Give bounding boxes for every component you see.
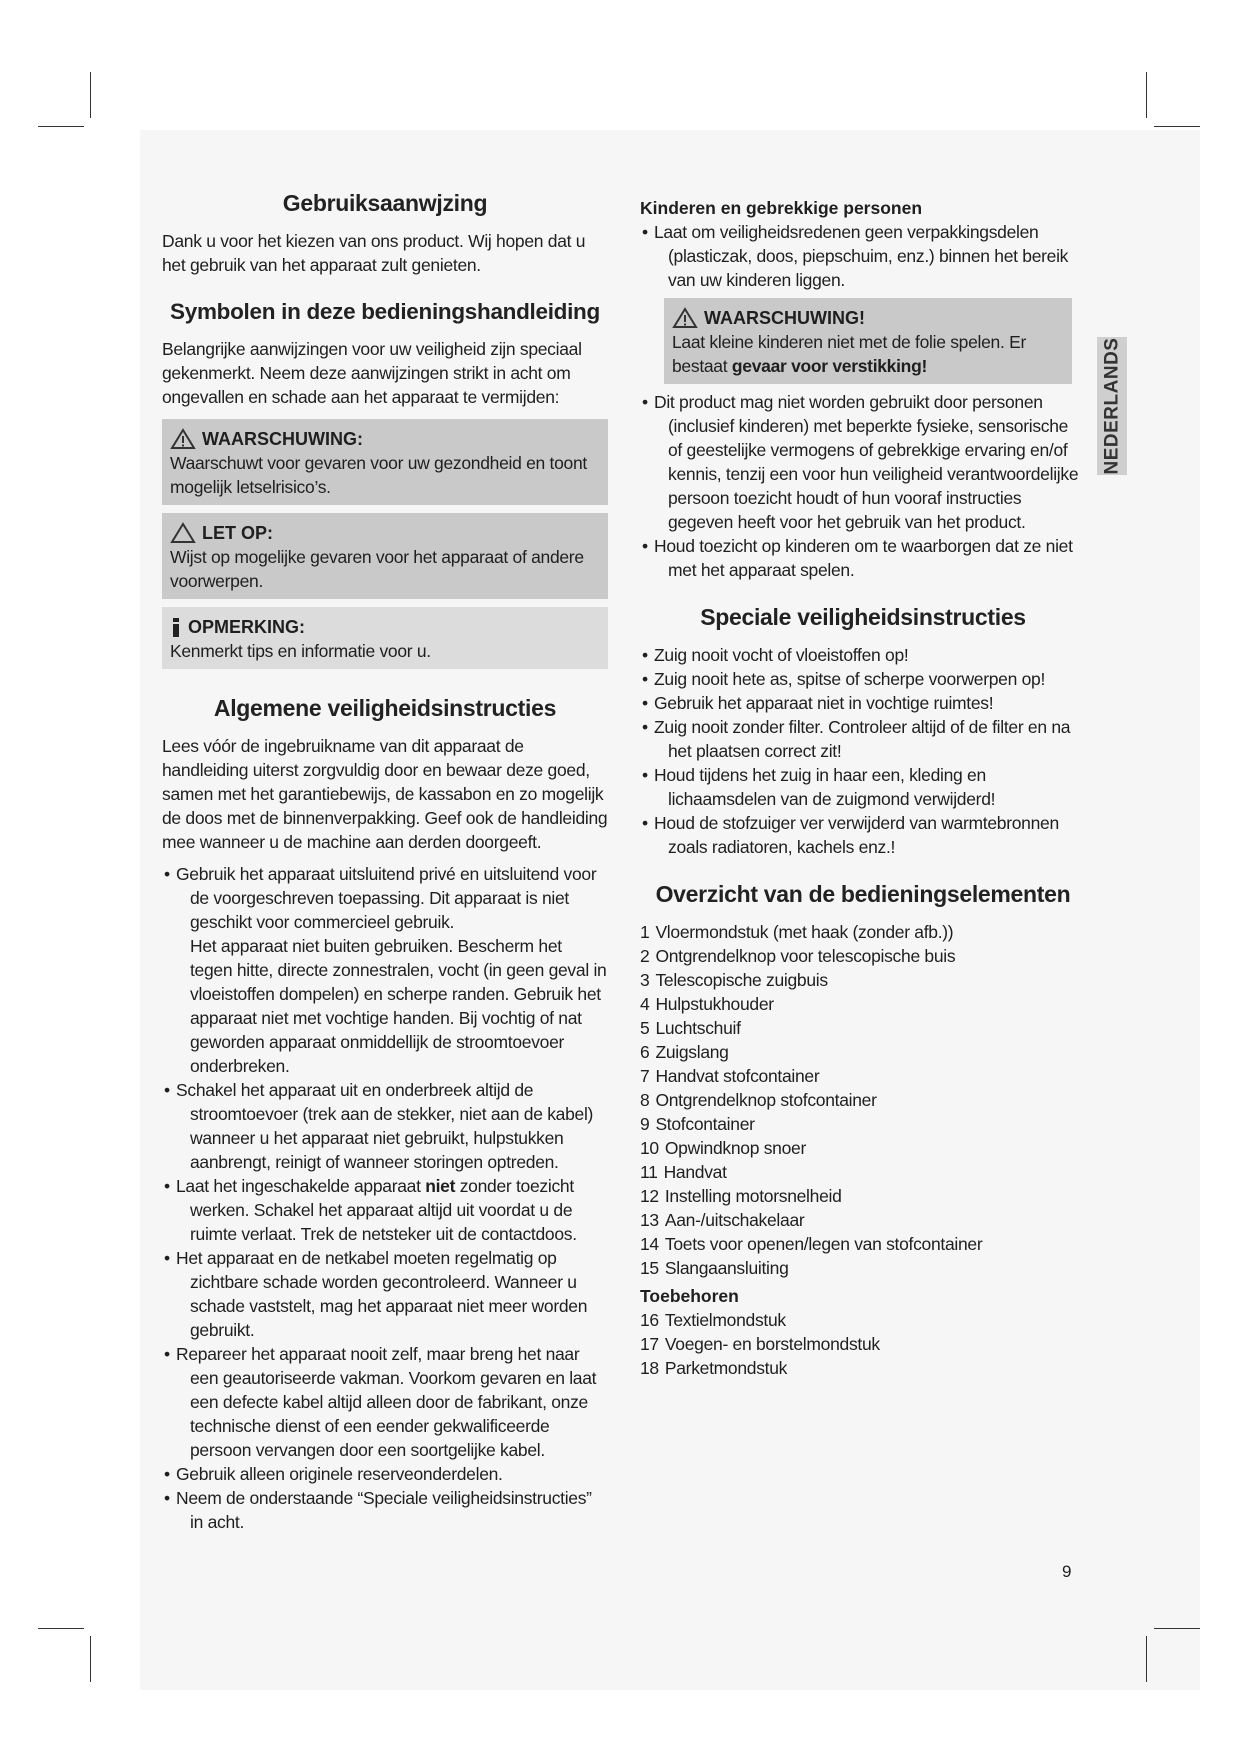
note-text: Kenmerkt tips en informatie voor u. (170, 641, 431, 661)
caution-box (162, 513, 608, 599)
list-item: • Houd toezicht op kinderen om te waarborgen dat ze niet met het apparaat spelen. (640, 534, 1086, 582)
list-item: 9 Stofcontainer (640, 1114, 755, 1134)
list-item: • Gebruik alleen originele reserveonderdelen. (162, 1462, 608, 1486)
list-item: 13 Aan-/uitschakelaar (640, 1210, 805, 1230)
special-title: Speciale veiligheidsinstructies (700, 604, 1026, 630)
general-list (162, 862, 608, 1534)
caution-label: LET OP: (202, 523, 273, 543)
general-item-3a: Laat het ingeschakelde apparaat (176, 1176, 421, 1196)
general-item-1b: Het apparaat niet buiten gebruiken. Bescherm het tegen hitte, directe zonnestralen, vocht (in geen geval in vloeistoffen dompelen) en scherpe randen. Gebruik het apparaat niet met vochtige handen. Bij vochtig of nat geworden apparaat onmiddellijk de stroomtoevoer onderbreken. (190, 936, 607, 1076)
list-item: • Laat om veiligheidsredenen geen verpakkingsdelen (plasticzak, doos, piepschuim, enz.) binnen het bereik van uw kinderen liggen. (640, 220, 1086, 292)
children-warning-text (672, 330, 1064, 378)
parts-list (640, 920, 1086, 1280)
crop-mark-bottom-left-v (90, 1636, 91, 1682)
general-title: Algemene veiligheidsinstructies (213, 695, 557, 721)
list-item: • Repareer het apparaat nooit zelf, maar breng het naar een geautoriseerde vakman. Voorkom gevaren en laat een defecte kabel altijd alleen door de fabrikant, onze technische dienst of een eender gekwalificeerde persoon vervangen door een soortgelijke kabel. (162, 1342, 608, 1462)
crop-mark-top-right-v (1146, 72, 1147, 118)
accessories-heading: Toebehoren (640, 1286, 739, 1306)
note-label: OPMERKING: (188, 617, 305, 637)
list-item: • Het apparaat en de netkabel moeten regelmatig op zichtbare schade worden gecontroleerd. Wanneer u schade vaststelt, mag het apparaat niet meer worden gebruikt. (162, 1246, 608, 1342)
accessories-list (640, 1308, 1086, 1380)
warning-label: WAARSCHUWING: (202, 429, 363, 449)
list-item: 2 Ontgrendelknop voor telescopische buis (640, 946, 956, 966)
page-number: 9 (1062, 1562, 1072, 1581)
note-box-title (170, 615, 600, 639)
warning-text: Waarschuwt voor gevaren voor uw gezondheid en toont mogelijk letselrisico’s. (170, 453, 587, 497)
crop-mark-top-right-h (1154, 126, 1200, 127)
intro-text: Dank u voor het kiezen van ons product. Wij hopen dat u het gebruik van het apparaat zult genieten. (162, 231, 586, 275)
left-column (162, 190, 608, 1534)
list-item: • Houd de stofzuiger ver verwijderd van warmtebronnen zoals radiatoren, kachels enz.! (640, 811, 1086, 859)
warning-box (162, 419, 608, 505)
list-item: 5 Luchtschuif (640, 1018, 741, 1038)
list-item: • Neem de onderstaande “Speciale veiligheidsinstructies” in acht. (162, 1486, 608, 1534)
crop-mark-top-left-h (38, 126, 84, 127)
list-item: • Gebruik het apparaat niet in vochtige ruimtes! (640, 691, 1086, 715)
list-item (162, 862, 608, 1078)
children-warning-text-bold: gevaar voor verstikking! (731, 356, 927, 376)
list-item: 11 Handvat (640, 1162, 727, 1182)
caution-text: Wijst op mogelijke gevaren voor het apparaat of andere voorwerpen. (170, 547, 584, 591)
list-item: 7 Handvat stofcontainer (640, 1066, 820, 1086)
crop-mark-top-left-v (90, 72, 91, 118)
intro-title: Gebruiksaanwjzing (282, 190, 488, 216)
caution-triangle-icon (170, 522, 196, 544)
list-item: • Dit product mag niet worden gebruikt door personen (inclusief kinderen) met beperkte fysieke, sensorische of geestelijke vermogens of gebrekkige ervaring en/of kennis, tenzij een voor hun veiligheid verantwoordelijke persoon toezicht houdt of hun vooraf instructies gegeven heeft voor het gebruik van het product. (640, 390, 1086, 534)
children-warning-box (664, 298, 1072, 384)
symbols-title: Symbolen in deze bedieningshandleiding (170, 299, 600, 324)
crop-mark-bottom-left-h (38, 1628, 84, 1629)
children-warning-text-main: Laat kleine kinderen niet met de folie spelen. Er bestaat (672, 332, 1026, 376)
list-item: 3 Telescopische zuigbuis (640, 970, 828, 990)
list-item: • Zuig nooit vocht of vloeistoffen op! (640, 643, 1086, 667)
list-item: • Schakel het apparaat uit en onderbreek altijd de stroomtoevoer (trek aan de stekker, niet aan de kabel) wanneer u het apparaat niet gebruikt, hulpstukken aanbrengt, reinigt of wanneer storingen optreden. (162, 1078, 608, 1174)
caution-box-title (170, 521, 600, 545)
warning-box-title (170, 427, 600, 451)
list-item: 6 Zuigslang (640, 1042, 729, 1062)
list-item: 10 Opwindknop snoer (640, 1138, 806, 1158)
symbols-text: Belangrijke aanwijzingen voor uw veiligheid zijn speciaal gekenmerkt. Neem deze aanwijzingen strikt in acht om ongevallen en schade aan het apparaat te vermijden: (162, 339, 582, 407)
list-item: • Houd tijdens het zuig in haar een, kleding en lichaamsdelen van de zuigmond verwijderd! (640, 763, 1086, 811)
list-item: 17 Voegen- en borstelmondstuk (640, 1334, 880, 1354)
list-item: 14 Toets voor openen/legen van stofcontainer (640, 1234, 983, 1254)
warning-triangle-icon (170, 428, 196, 450)
general-item-3-bold: niet (425, 1176, 456, 1196)
crop-mark-bottom-right-h (1154, 1628, 1200, 1629)
list-item: 4 Hulpstukhouder (640, 994, 774, 1014)
special-list (640, 643, 1086, 859)
general-item-3b: zonder toezicht werken. Schakel het apparaat altijd uit voordat u de ruimte verlaat. Trek de netsteker uit de contactdoos. (190, 1176, 577, 1244)
list-item: 8 Ontgrendelknop stofcontainer (640, 1090, 877, 1110)
warning-triangle-icon (672, 307, 698, 329)
list-item: • Zuig nooit hete as, spitse of scherpe voorwerpen op! (640, 667, 1086, 691)
list-item: • Zuig nooit zonder filter. Controleer altijd of de filter en na het plaatsen correct zit! (640, 715, 1086, 763)
children-heading: Kinderen en gebrekkige personen (640, 198, 923, 218)
overview-title: Overzicht van de bedieningselementen (655, 881, 1071, 907)
list-item: 12 Instelling motorsnelheid (640, 1186, 842, 1206)
language-tab (1097, 337, 1127, 475)
list-item: 15 Slangaansluiting (640, 1258, 789, 1278)
list-item: 18 Parketmondstuk (640, 1358, 788, 1378)
children-list-2 (640, 390, 1086, 582)
right-column (640, 196, 1086, 1380)
info-icon (170, 616, 182, 638)
general-item-1: Gebruik het apparaat uitsluitend privé en uitsluitend voor de voorgeschreven toepassing. Dit apparaat is niet geschikt voor commercieel gebruik. (176, 864, 597, 932)
list-item (162, 1174, 608, 1246)
children-list (640, 220, 1086, 292)
list-item: 16 Textielmondstuk (640, 1310, 786, 1330)
children-warning-label: WAARSCHUWING! (704, 308, 865, 328)
list-item: 1 Vloermondstuk (met haak (zonder afb.)) (640, 922, 954, 942)
general-text: Lees vóór de ingebruikname van dit apparaat de handleiding uiterst zorgvuldig door en bewaar deze goed, samen met het garantiebewijs, de kassabon en zo mogelijk de doos met de binnenverpakking. Geef ook de handleiding mee wanneer u de machine aan derden doorgeeft. (162, 736, 608, 852)
children-warning-title (672, 306, 1064, 330)
note-box (162, 607, 608, 669)
crop-mark-bottom-right-v (1146, 1636, 1147, 1682)
language-tab-label: NEDERLANDS (1101, 337, 1123, 475)
